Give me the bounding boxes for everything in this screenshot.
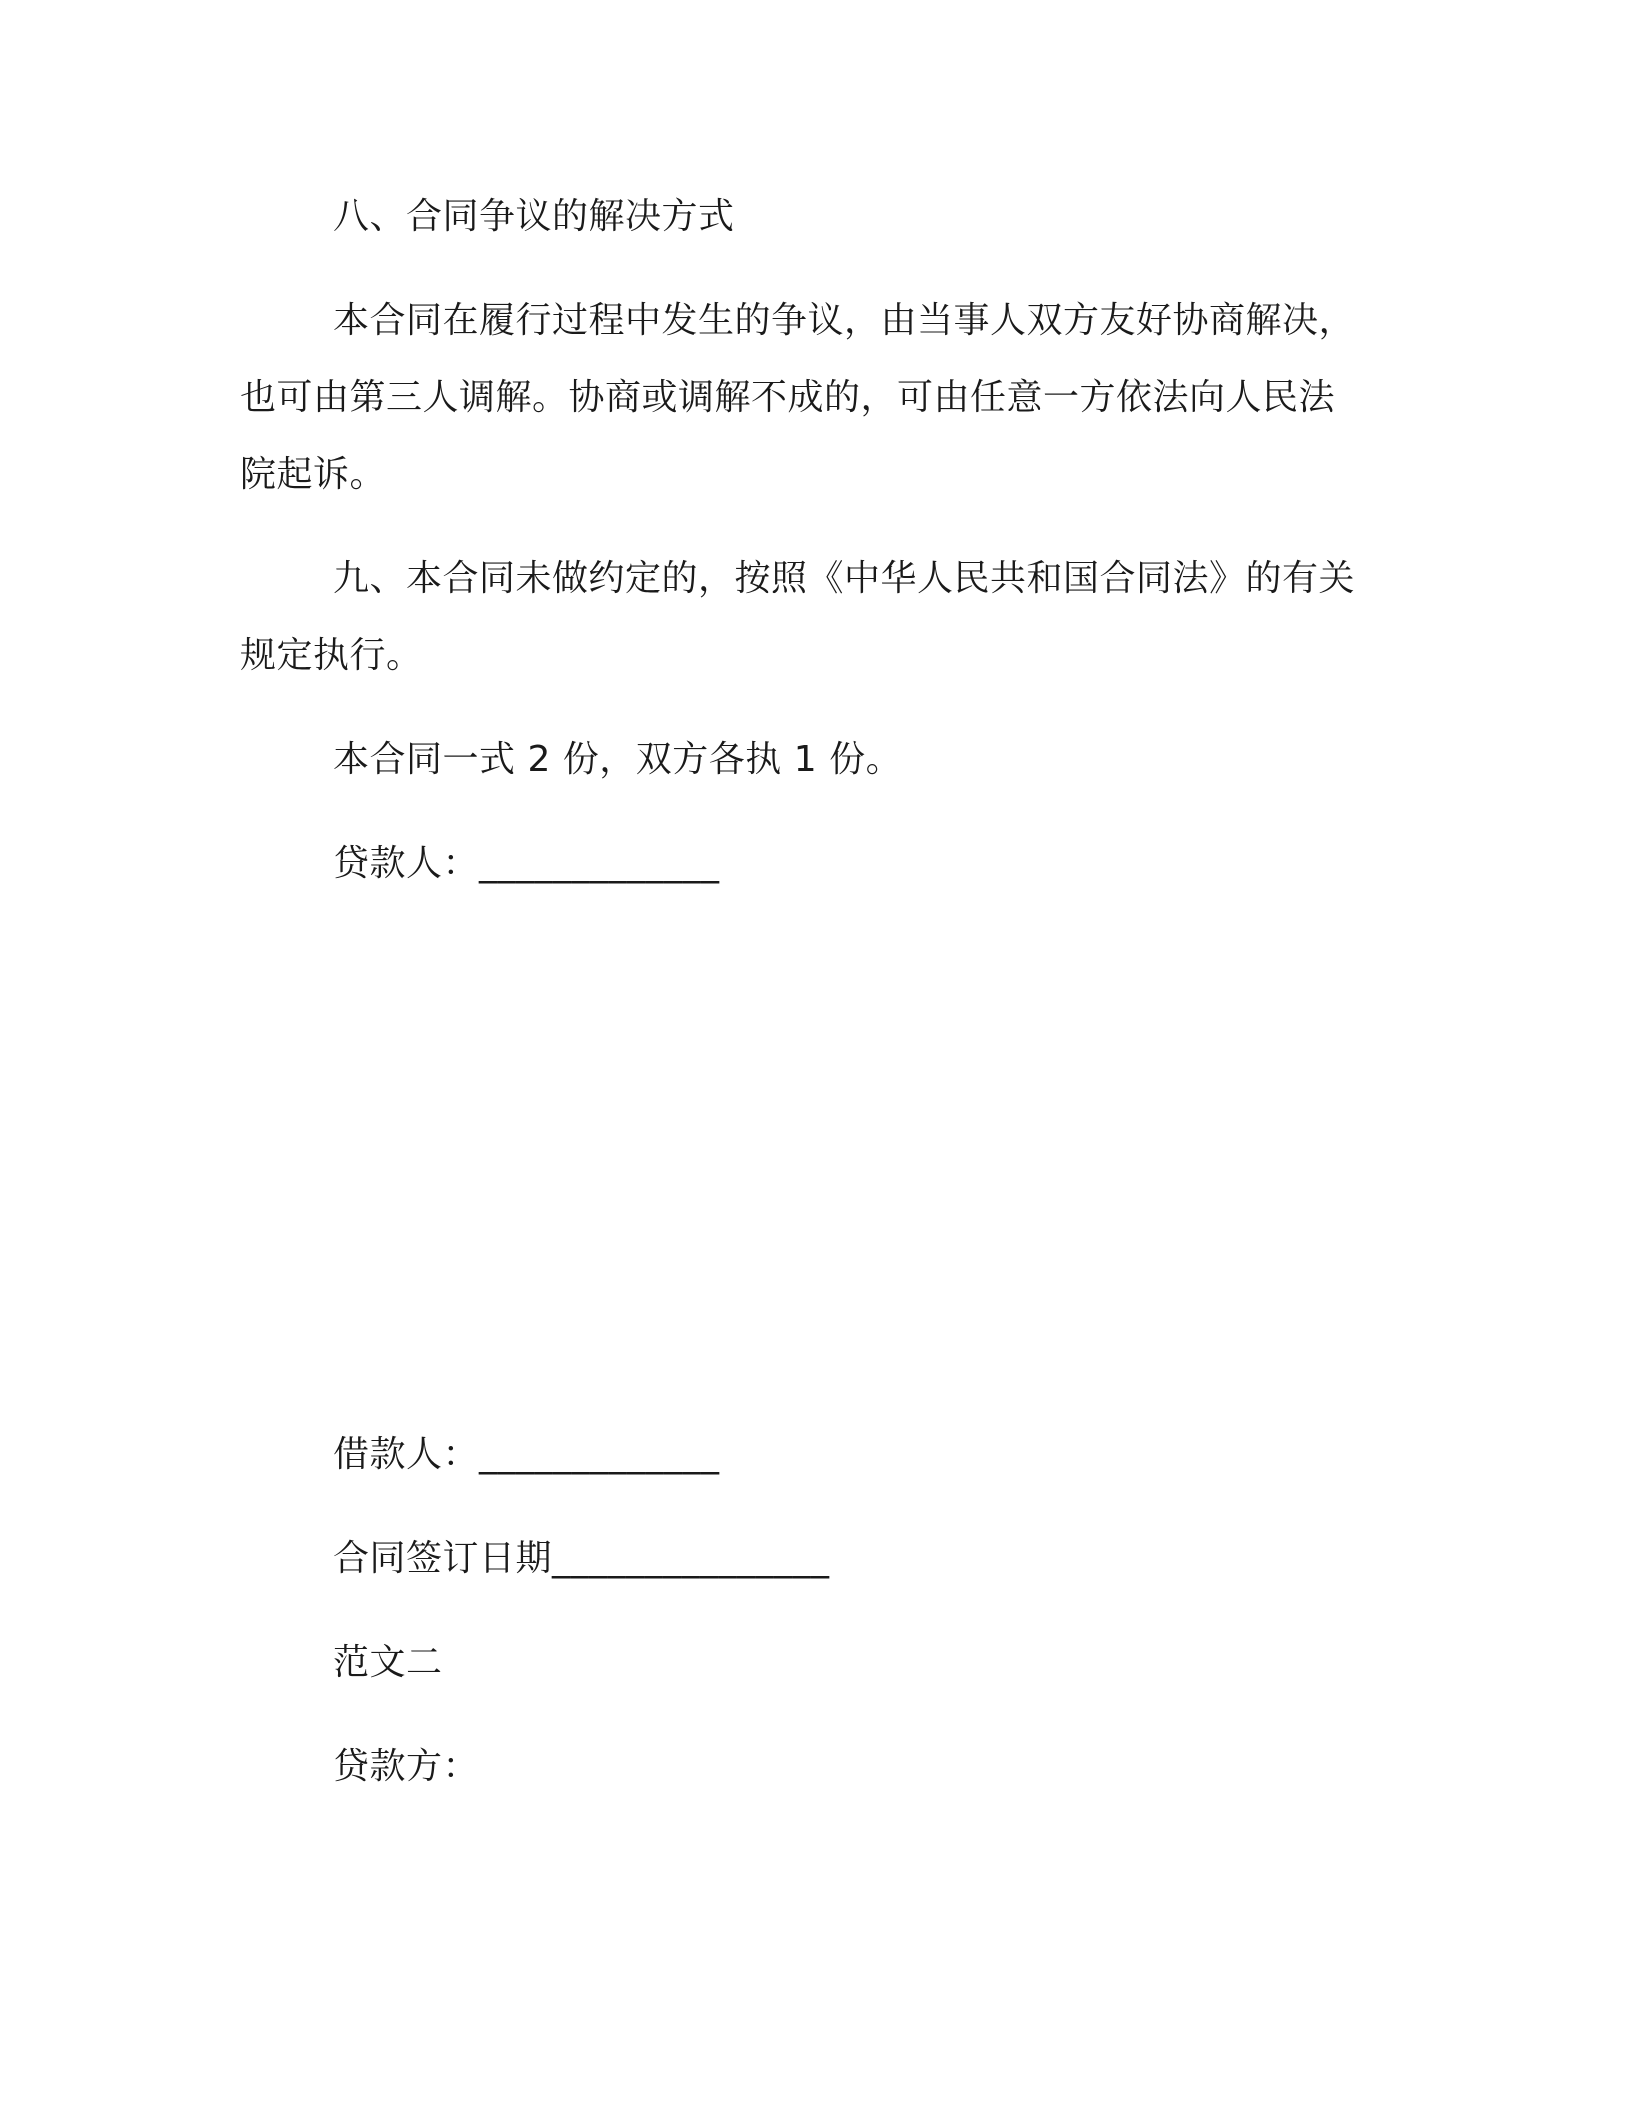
section8-heading: 八、合同争议的解决方式 bbox=[333, 196, 735, 237]
copies-clause: 本合同一式 2 份，双方各执 1 份。 bbox=[333, 739, 903, 780]
section9-paragraph-line-2: 规定执行。 bbox=[240, 635, 423, 676]
borrower-signature-line: 借款人：_____________ bbox=[333, 1434, 720, 1475]
section8-paragraph-line-2: 也可由第三人调解。协商或调解不成的，可由任意一方依法向人民法 bbox=[240, 377, 1336, 418]
section8-paragraph-line-3: 院起诉。 bbox=[240, 454, 387, 495]
signing-date-line: 合同签订日期_______________ bbox=[333, 1538, 830, 1579]
lender-signature-line: 贷款人：_____________ bbox=[333, 843, 720, 884]
section8-paragraph-line-1: 本合同在履行过程中发生的争议，由当事人双方友好协商解决， bbox=[333, 300, 1356, 341]
lender-party-label: 贷款方： bbox=[333, 1746, 480, 1787]
sample-two-heading: 范文二 bbox=[333, 1642, 443, 1683]
section9-paragraph-line-1: 九、本合同未做约定的，按照《中华人民共和国合同法》的有关 bbox=[333, 558, 1356, 599]
